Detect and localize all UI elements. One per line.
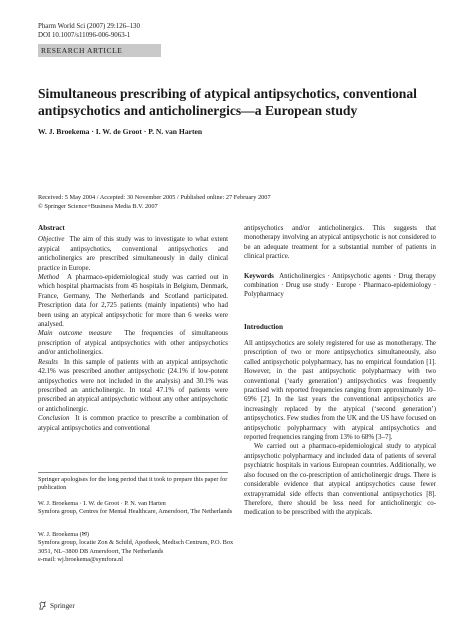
springer-horse-icon [38,601,47,610]
author-list: W. J. Broekema · I. W. de Groot · P. N. van Harten [38,127,203,136]
introduction-paragraph-1: All antipsychotics are solely registered for use as monotherapy. The prescription of two or more antipsychotics simultaneously, also called antipsychotic polypharmacy, has no empirical foundation [1]. However, in the past antipsychotic polypharmacy with two conventional (‘early generation’) antipsychotics was frequently practised with reported frequencies ranging from approximately 10–69% [2]. In the last years the conventional antipsychotics are increasingly replaced by the atypical (‘second generation’) antipsychotics. Few studies from the UK and the US have focused on antipsychotic polypharmacy with atypical antipsychotics and reported frequencies ranging from 13% to 68% [3–7]. [244,340,436,442]
introduction-heading: Introduction [244,323,284,331]
method-label: Method [38,274,60,282]
affiliation-1-text: Symfora group, Centres for Mental Healthcare, Amersfoort, The Netherlands [38,508,233,516]
abstract-outcome [38,329,228,357]
results-label: Results [38,358,58,366]
journal-citation: Pharm World Sci (2007) 29:126–130 [38,23,140,30]
abstract-conclusion [38,414,228,433]
affiliation-1-names: W. J. Broekema · I. W. de Groot · P. N. van Harten [38,500,166,507]
conclusion-text: It is common practice to prescribe a combination of atypical antipsychotics and conventional [38,415,229,432]
affiliation-2-address: Symfora group, locatie Zon & Schild, Apotheek, Medisch Centrum, P.O. Box 3051, NL–3800 DB Amersfoort, The Netherlands [38,539,234,555]
affiliation-2 [38,531,238,565]
conclusion-label: Conclusion [38,415,70,423]
affiliation-1 [38,500,238,517]
abstract-results [38,358,228,414]
abstract-continued: antipsychotics and/or anticholinergics. This suggests that monotherapy involving an atypical antipsychotic is not considered to be an adequate treatment for a substantial number of patients in clinical practice. [244,225,436,261]
affiliation-email: e-mail: wj.broekema@symfora.nl [38,556,124,564]
keywords-block [244,272,436,300]
abstract-continued-section [244,224,436,300]
affiliation-2-name: W. J. Broekema (✉) [38,531,90,538]
objective-text: The aim of this study was to investigate to what extent atypical antipsychotics, conventional antipsychotics and anticholinergics are prescribed simultaneously in daily clinical practice in Europe. [38,236,228,272]
publisher-name: Springer [50,601,75,610]
footnote-divider [38,472,228,473]
copyright-line: © Springer Science+Business Media B.V. 2007 [38,202,158,210]
results-text: In this sample of patients with an atypical antipsychotic 42.1% was prescribed another antipsychotic (24.1% if low-potent antipsychotics were not included in the analysis) and 30.1% was prescribed an anticholinergic. In total 47.1% of patients were prescribed an atypical antipsychotic without any other antipsychotic or anticholinergic. [38,358,228,413]
dates-line: Received: 5 May 2004 / Accepted: 30 November 2005 / Published online: 27 February 2007 [38,194,271,201]
journal-doi: DOI 10.1007/s11096-006-9063-1 [38,32,131,39]
article-title: Simultaneous prescribing of atypical antipsychotics, conventional antipsychotics and anticholinergics—a European study [38,86,417,118]
abstract-heading: Abstract [38,224,65,232]
publication-dates [38,194,271,211]
abstract-method [38,273,228,329]
introduction-section [244,339,436,518]
outcome-label: Main outcome measure [38,330,112,338]
method-text: A pharmaco-epidemiological study was carried out in which hospital pharmacists from 45 hospitals in Belgium, Denmark, France, Germany, The Netherlands and Scotland participated. Prescription data for 2,725 patients (mainly inpatients) who had been using an atypical antipsychotic for more than 6 weeks were analysed. [38,274,228,329]
abstract-section [38,224,228,433]
apology-note: Springer apologises for the long period that it took to prepare this paper for publication [38,476,228,492]
keywords-text: Anticholinergics · Antipsychotic agents · Drug therapy combination · Drug use study · Europe · Pharmaco-epidemiology · Polypharmacy [244,272,436,299]
outcome-text: The frequencies of simultaneous prescription of atypical antipsychotics with other antipsychotics and/or anticholinergics. [38,330,228,357]
article-type-banner: RESEARCH ARTICLE [38,44,161,57]
objective-label: Objective [38,236,65,244]
abstract-objective [38,235,228,273]
publisher-logo [38,601,75,610]
introduction-paragraph-2: We carried out a pharmaco-epidemiological study to atypical antipsychotic polypharmacy and included data of patients of several psychiatric hospitals in various European countries. Additionally, we also focused on the co-prescription of anticholinergic drugs. There is considerable evidence that atypical antipsychotics cause fewer extrapyramidal side effects than conventional antipsychotics [8]. Therefore, there should be less need for anticholinergic co-medication to be prescribed with the atypicals. [244,443,436,517]
journal-info [38,22,140,40]
keywords-label: Keywords [244,272,274,280]
